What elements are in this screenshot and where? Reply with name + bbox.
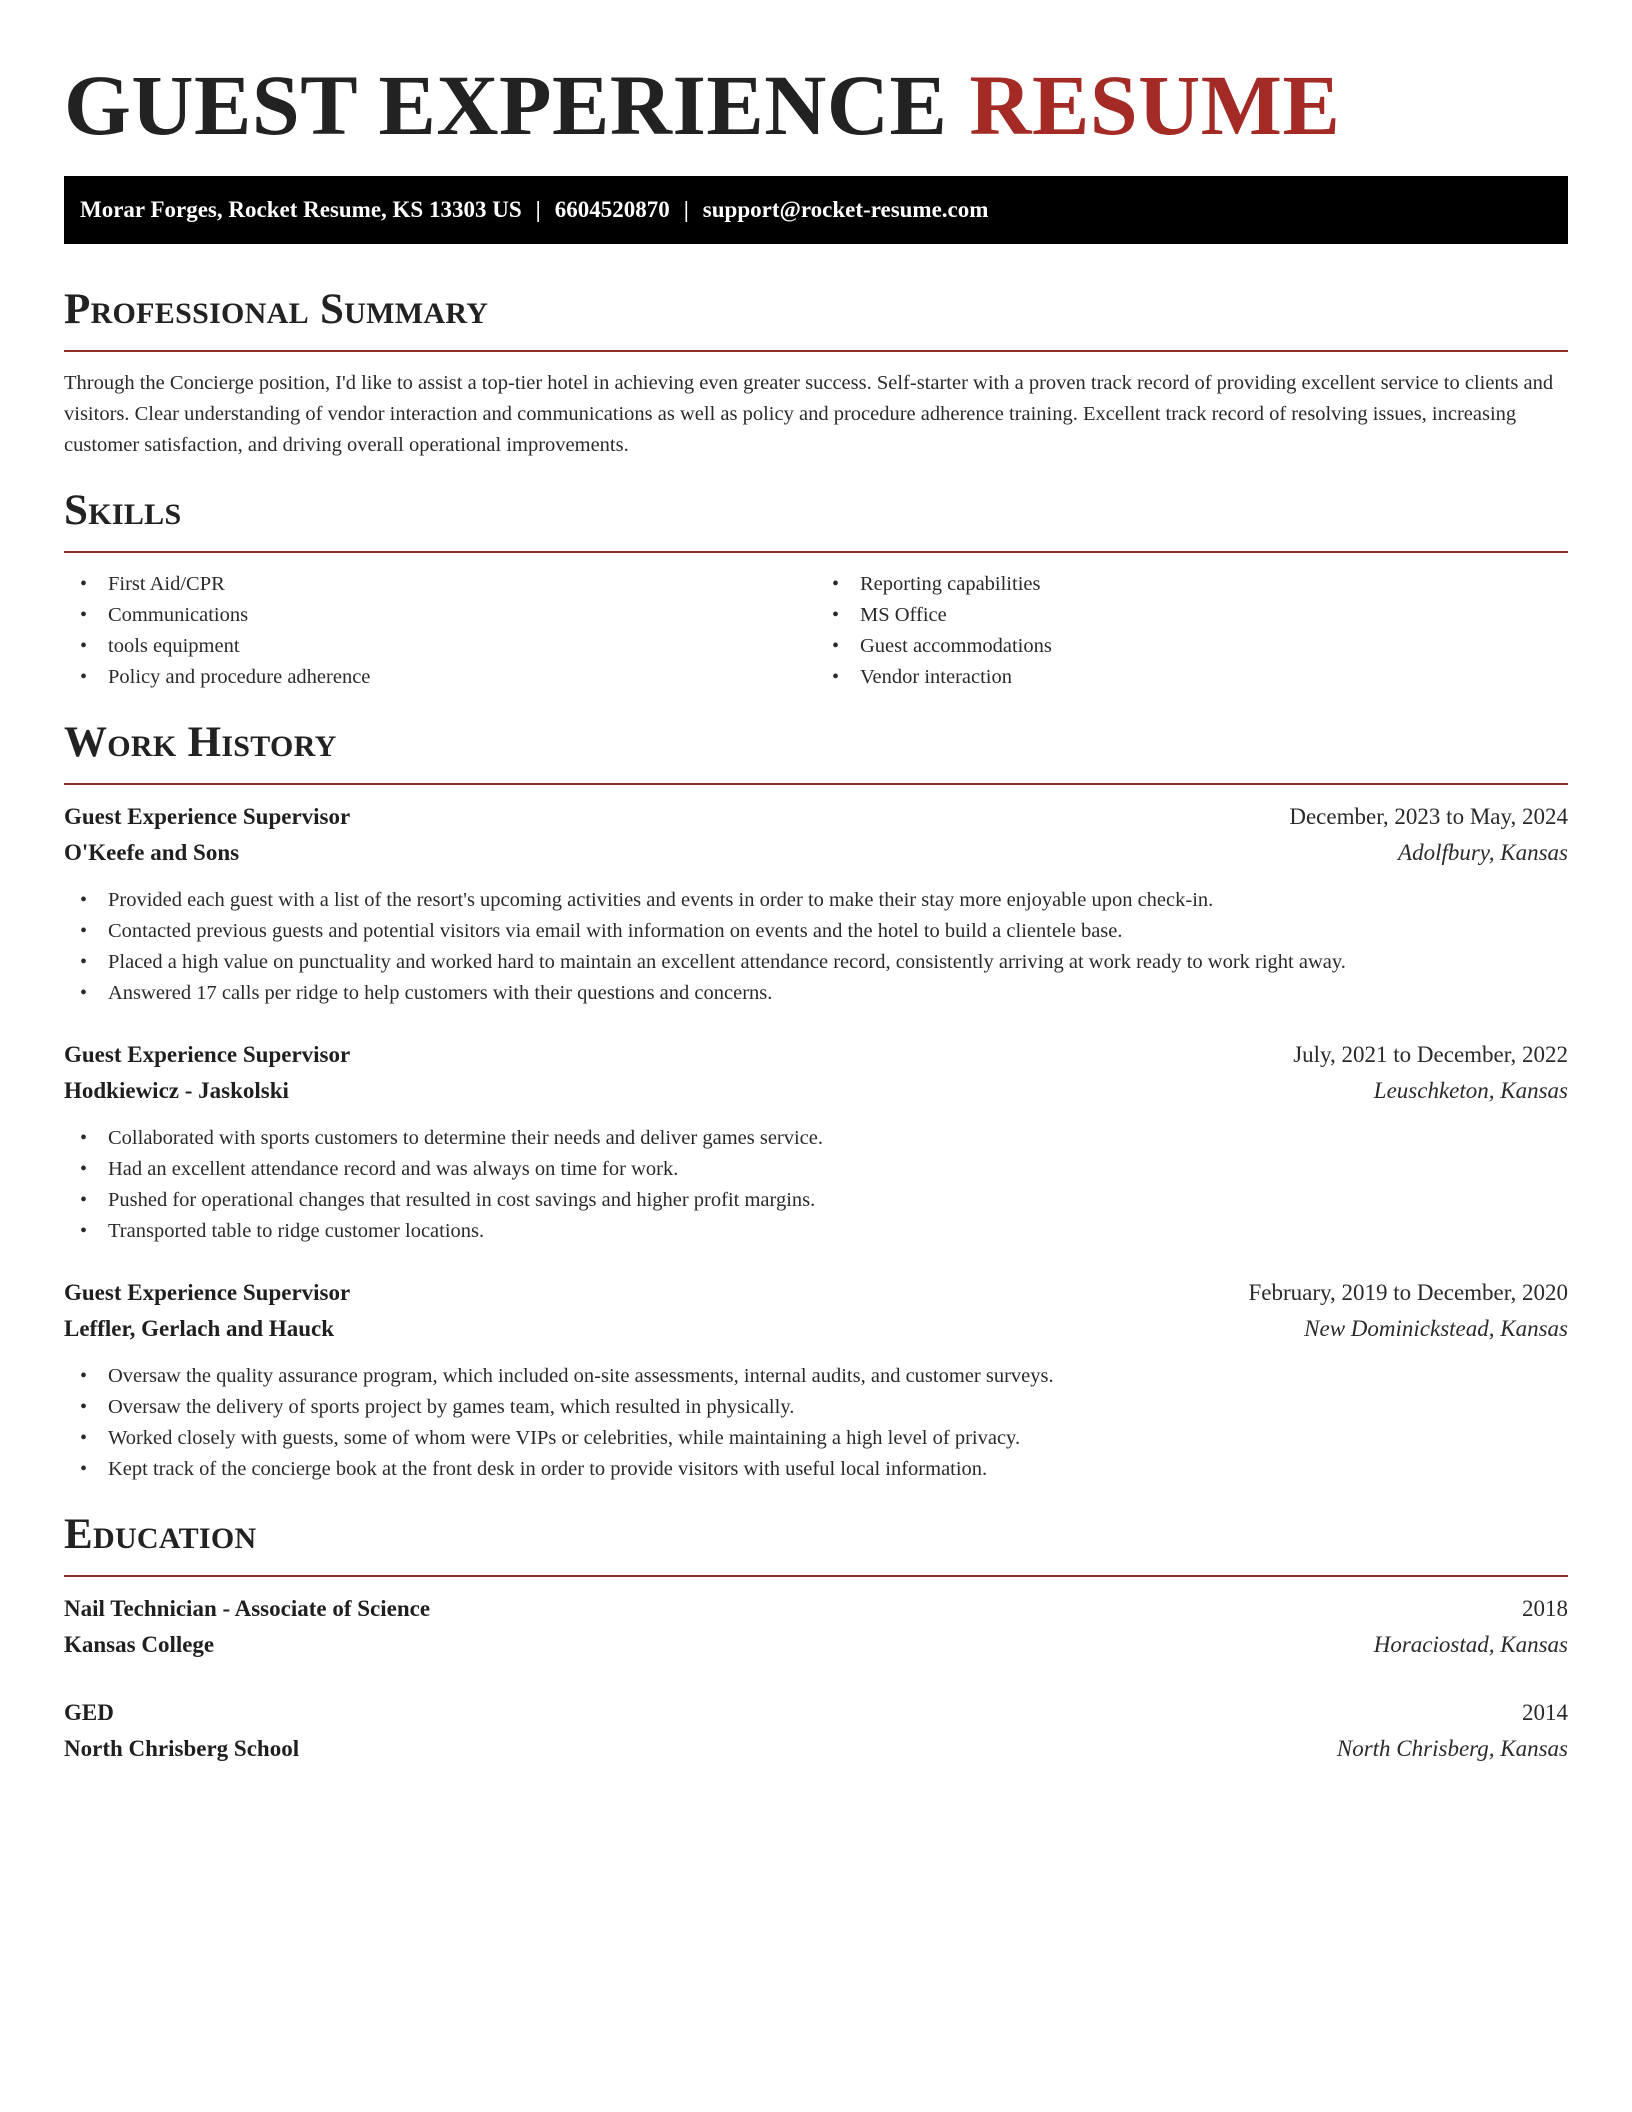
education-school: North Chrisberg School bbox=[64, 1736, 300, 1761]
work-history-heading: Work History bbox=[64, 719, 337, 766]
education-entry bbox=[64, 1695, 1568, 1767]
skill-item: • First Aid/CPR bbox=[108, 569, 816, 600]
work-history-section bbox=[64, 717, 1568, 1485]
job-dates: February, 2019 to December, 2020 bbox=[1248, 1280, 1568, 1305]
job-bullets bbox=[64, 885, 1568, 1009]
contact-address: Morar Forges, Rocket Resume, KS 13303 US bbox=[80, 197, 522, 222]
job-bullet: • Worked closely with guests, some of whom were VIPs or celebrities, while maintaining a high level of privacy. bbox=[108, 1423, 1568, 1454]
skills-section bbox=[64, 485, 1568, 693]
resume-content bbox=[64, 0, 1568, 1767]
education-degree: GED bbox=[64, 1700, 114, 1725]
skills-column-right bbox=[816, 569, 1568, 693]
job-company: Hodkiewicz - Jaskolski bbox=[64, 1078, 289, 1103]
summary-section bbox=[64, 284, 1568, 461]
job-location: New Dominickstead, Kansas bbox=[1304, 1316, 1568, 1341]
education-year: 2018 bbox=[1522, 1596, 1568, 1621]
job-subheader bbox=[64, 1311, 1568, 1347]
job-bullet: • Oversaw the delivery of sports project by games team, which resulted in physically. bbox=[108, 1392, 1568, 1423]
job-bullet: • Provided each guest with a list of the resort's upcoming activities and events in order to make their stay more enjoyable upon check-in. bbox=[108, 885, 1568, 916]
job-title: Guest Experience Supervisor bbox=[64, 1042, 351, 1067]
job-bullet: • Kept track of the concierge book at the front desk in order to provide visitors with useful local information. bbox=[108, 1454, 1568, 1485]
education-heading: Education bbox=[64, 1511, 257, 1558]
job-location: Adolfbury, Kansas bbox=[1398, 840, 1568, 865]
job-bullet: • Oversaw the quality assurance program, which included on-site assessments, internal audits, and customer surveys. bbox=[108, 1361, 1568, 1392]
job-bullet: • Contacted previous guests and potential visitors via email with information on events and the hotel to build a clientele base. bbox=[108, 916, 1568, 947]
job-bullet: • Had an excellent attendance record and was always on time for work. bbox=[108, 1154, 1568, 1185]
job-title: Guest Experience Supervisor bbox=[64, 804, 351, 829]
education-header bbox=[64, 1695, 1568, 1731]
section-divider bbox=[64, 350, 1568, 352]
education-header bbox=[64, 1591, 1568, 1627]
job-company: O'Keefe and Sons bbox=[64, 840, 240, 865]
skill-item: • Guest accommodations bbox=[860, 631, 1568, 662]
skill-item: • MS Office bbox=[860, 600, 1568, 631]
job-entry bbox=[64, 1037, 1568, 1247]
job-bullet: • Transported table to ridge customer locations. bbox=[108, 1216, 1568, 1247]
job-header bbox=[64, 1037, 1568, 1073]
job-bullet: • Collaborated with sports customers to determine their needs and deliver games service. bbox=[108, 1123, 1568, 1154]
skill-item: • tools equipment bbox=[108, 631, 816, 662]
job-bullet: • Answered 17 calls per ridge to help customers with their questions and concerns. bbox=[108, 978, 1568, 1009]
summary-text: Through the Concierge position, I'd like to assist a top-tier hotel in achieving even greater success. Self-starter with a proven track record of providing excellent service to clients and visitors. Clear understanding of vendor interaction and communications as well as policy and procedure adherence training. Excellent track record of resolving issues, increasing customer satisfaction, and driving overall operational improvements. bbox=[64, 372, 1554, 456]
job-title: Guest Experience Supervisor bbox=[64, 1280, 351, 1305]
job-bullets bbox=[64, 1361, 1568, 1485]
job-location: Leuschketon, Kansas bbox=[1373, 1078, 1568, 1103]
education-location: North Chrisberg, Kansas bbox=[1336, 1736, 1568, 1761]
education-subheader bbox=[64, 1731, 1568, 1767]
skill-item: • Policy and procedure adherence bbox=[108, 662, 816, 693]
section-divider bbox=[64, 551, 1568, 553]
education-section bbox=[64, 1509, 1568, 1767]
job-subheader bbox=[64, 1073, 1568, 1109]
contact-phone: 6604520870 bbox=[554, 197, 670, 222]
section-divider bbox=[64, 783, 1568, 785]
job-entry bbox=[64, 799, 1568, 1009]
summary-heading: Professional Summary bbox=[64, 286, 489, 333]
contact-separator: | bbox=[683, 197, 689, 222]
job-header bbox=[64, 1275, 1568, 1311]
contact-bar bbox=[64, 176, 1568, 244]
job-bullet: • Placed a high value on punctuality and worked hard to maintain an excellent attendance record, consistently arriving at work ready to work right away. bbox=[108, 947, 1568, 978]
job-dates: July, 2021 to December, 2022 bbox=[1293, 1042, 1568, 1067]
skills-grid bbox=[64, 569, 1568, 693]
education-year: 2014 bbox=[1522, 1700, 1568, 1725]
education-location: Horaciostad, Kansas bbox=[1373, 1632, 1568, 1657]
job-company: Leffler, Gerlach and Hauck bbox=[64, 1316, 335, 1341]
skill-item: • Vendor interaction bbox=[860, 662, 1568, 693]
section-divider bbox=[64, 1575, 1568, 1577]
job-dates: December, 2023 to May, 2024 bbox=[1289, 804, 1568, 829]
skill-item: • Communications bbox=[108, 600, 816, 631]
job-bullets bbox=[64, 1123, 1568, 1247]
job-bullet: • Pushed for operational changes that resulted in cost savings and higher profit margins. bbox=[108, 1185, 1568, 1216]
contact-separator: | bbox=[535, 197, 541, 222]
education-school: Kansas College bbox=[64, 1632, 215, 1657]
education-subheader bbox=[64, 1627, 1568, 1663]
education-entry bbox=[64, 1591, 1568, 1663]
contact-email: support@rocket-resume.com bbox=[702, 197, 989, 222]
skills-column-left bbox=[64, 569, 816, 693]
job-entry bbox=[64, 1275, 1568, 1485]
job-header bbox=[64, 799, 1568, 835]
skills-heading: Skills bbox=[64, 487, 182, 534]
title-part-2: RESUME bbox=[969, 57, 1341, 153]
skill-item: • Reporting capabilities bbox=[860, 569, 1568, 600]
job-subheader bbox=[64, 835, 1568, 871]
education-degree: Nail Technician - Associate of Science bbox=[64, 1596, 431, 1621]
resume-title bbox=[64, 0, 1568, 156]
title-part-1: GUEST EXPERIENCE bbox=[64, 57, 948, 153]
